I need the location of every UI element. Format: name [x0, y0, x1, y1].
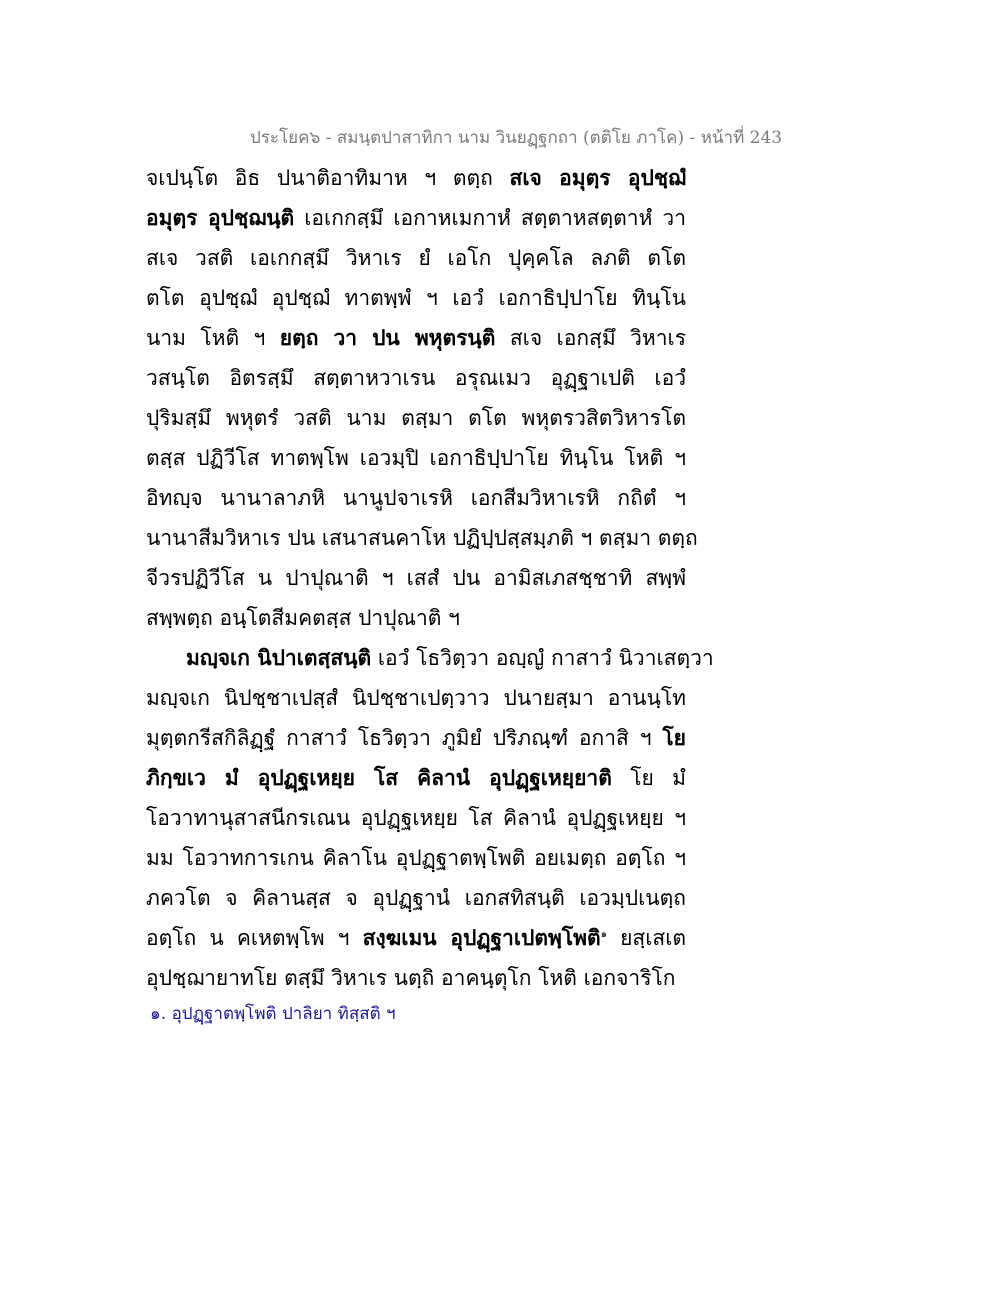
- text-segment: จีวรปฏิวีโส น ปาปุณาติ ฯ เสสํ ปน อามิสเภสชฺชาทิ สพฺพํ: [146, 566, 686, 590]
- text-line: [146, 158, 686, 198]
- bold-term: โย: [662, 725, 686, 750]
- text-segment: สเจ เอกสฺมึ วิหาเร: [495, 326, 686, 350]
- text-segment: เอวํ โธวิตฺวา อญฺญํ กาสาวํ นิวาเสตฺวา: [371, 646, 714, 670]
- footnote-ref: ๑: [600, 929, 607, 940]
- text-line: [146, 958, 686, 998]
- text-segment: ภควโต จ คิลานสฺส จ อุปฏฺฐานํ เอกสทิสนฺติ เอวมฺปเนตฺถ: [146, 886, 686, 910]
- text-segment: อิทญฺจ นานาลาภหิ นานูปจาเรหิ เอกสีมวิหาเรหิ กถิตํ ฯ: [146, 486, 686, 510]
- text-line: [146, 638, 714, 678]
- text-segment: เอเกกสฺมึ เอกาหเมกาหํ สตฺตาหสตฺตาหํ วา: [294, 206, 686, 230]
- text-segment: ยสฺเสเต: [606, 926, 687, 950]
- bold-term: ยตฺถ วา ปน พหุตรนฺติ: [279, 325, 496, 350]
- text-line: [146, 478, 686, 518]
- text-line: [146, 878, 686, 918]
- text-line: [146, 518, 698, 558]
- text-line: [146, 238, 686, 278]
- text-line: [146, 918, 686, 958]
- text-segment: อุปชฺฌายาทโย ตสฺมึ วิหาเร นตฺถิ อาคนฺตุโก โหติ เอกจาริโก: [146, 966, 676, 990]
- text-line: [146, 678, 686, 718]
- text-segment: นานาสีมวิหาเร ปน เสนาสนคาโห ปฏิปฺปสฺสมฺภติ ฯ ตสฺมา ตตฺถ: [146, 526, 698, 550]
- bold-term: อมุตฺร อุปชฺฌนฺติ: [146, 205, 295, 230]
- text-segment: นาม โหติ ฯ: [146, 326, 280, 350]
- text-line: [146, 438, 686, 478]
- text-line: [146, 278, 686, 318]
- text-segment: มม โอวาทการเกน คิลาโน อุปฏฺฐาตพฺโพติ อยเมตฺถ อตฺโถ ฯ: [146, 846, 686, 870]
- text-segment: มุตฺตกรีสกิลิฏฺฐํ กาสาวํ โธวิตฺวา ภูมิยํ ปริภณฺฑํ อกาสิ ฯ: [146, 726, 663, 750]
- text-segment: จเปนฺโต อิธ ปนาติอาทิมาห ฯ ตตฺถ: [146, 166, 510, 190]
- text-segment: มญฺจเก นิปชฺชาเปสฺสํ นิปชฺชาเปตฺวาว ปนายสฺมา อานนฺโท: [146, 686, 686, 710]
- text-line: [146, 358, 686, 398]
- text-line: [146, 598, 686, 638]
- text-line: [146, 758, 686, 798]
- text-segment: ปุริมสฺมึ พหุตรํ วสติ นาม ตสฺมา ตโต พหุตรวสิตวิหารโต: [146, 406, 686, 430]
- text-line: [146, 398, 686, 438]
- footnote: ๑. อุปฏฺฐาตพฺโพติ ปาลิยา ทิสฺสติ ฯ: [150, 1004, 396, 1024]
- text-line: [146, 838, 686, 878]
- text-segment: สพฺพตฺถ อนฺโตสีมคตสฺส ปาปุณาติ ฯ: [146, 606, 460, 630]
- bold-term: สเจ อมุตฺร อุปชฺฌํ: [509, 165, 686, 190]
- text-line: [146, 798, 686, 838]
- text-line: [146, 718, 686, 758]
- text-segment: อตฺโถ น คเหตพฺโพ ฯ: [146, 926, 363, 950]
- text-segment: ตสฺส ปฏิวีโส ทาตพฺโพ เอวมฺปิ เอกาธิปฺปาโย ทินฺโน โหติ ฯ: [146, 446, 686, 470]
- text-segment: ตโต อุปชฺฌํ อุปชฺฌํ ทาตพฺพํ ฯ เอวํ เอกาธิปฺปาโย ทินฺโน: [146, 286, 686, 310]
- text-line: [146, 558, 686, 598]
- page-header: ประโยค๖ - สมนฺตปาสาทิกา นาม วินยฏฺฐกถา (ตติโย ภาโค) - หน้าที่ 243: [250, 128, 783, 148]
- body-text: [146, 158, 714, 998]
- text-segment: โอวาทานุสาสนีกรเณน อุปฏฺฐเหยฺย โส คิลานํ อุปฏฺฐเหยฺย ฯ: [146, 806, 686, 830]
- bold-term: สงฺฆเมน อุปฏฺฐาเปตพฺโพติ: [362, 925, 601, 950]
- text-segment: สเจ วสติ เอเกกสฺมึ วิหาเร ยํ เอโก ปุคฺคโล ลภติ ตโต: [146, 246, 686, 270]
- text-line: [146, 318, 686, 358]
- text-segment: วสนฺโต อิตรสฺมึ สตฺตาหวาเรน อรุณเมว อุฏฺฐาเปติ เอวํ: [146, 366, 686, 390]
- text-line: [146, 198, 686, 238]
- bold-term: ภิกฺขเว มํ อุปฏฺฐเหยฺย โส คิลานํ อุปฏฺฐเหยฺยาติ: [146, 765, 612, 790]
- text-segment: โย มํ: [611, 766, 687, 790]
- bold-term: มญฺจเก นิปาเตสฺสนฺติ: [186, 645, 372, 670]
